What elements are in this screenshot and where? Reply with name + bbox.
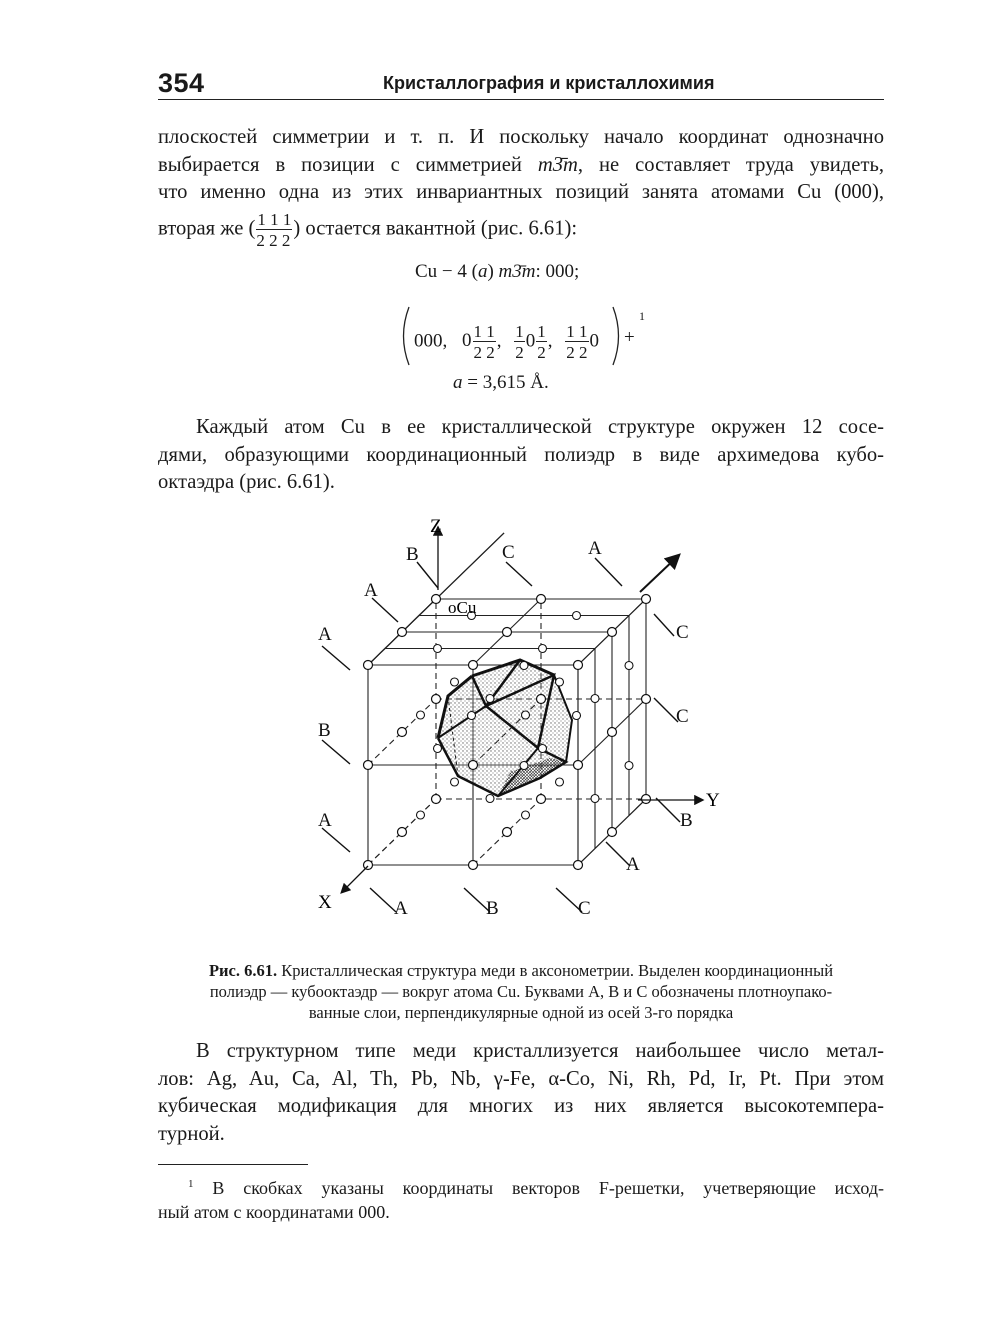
layer-tick bbox=[656, 798, 680, 822]
text-line: Каждый атом Cu в ее кристаллической структуре окружен 12 сосе- bbox=[196, 416, 884, 438]
atom bbox=[537, 695, 546, 704]
running-title: Кристаллография и кристаллохимия bbox=[383, 73, 715, 93]
header-rule bbox=[158, 99, 884, 100]
atom bbox=[451, 778, 459, 786]
footnote: $^1$ В скобках указаны координаты векторов F-решетки, учетверяющие исход- ный атом с координатами 000. bbox=[158, 1178, 884, 1222]
atom bbox=[364, 761, 373, 770]
caption-label: Рис. 6.61. bbox=[208, 961, 278, 980]
atom bbox=[417, 811, 425, 819]
atom bbox=[398, 828, 407, 837]
axis-x-label: X bbox=[318, 892, 332, 913]
layer-label: C bbox=[502, 542, 515, 563]
layer-label: C bbox=[676, 706, 689, 727]
atom bbox=[417, 711, 425, 719]
text-line: лов: Ag, Au, Ca, Al, Th, Pb, Nb, γ-Fe, α-Co, Ni, Rh, Pd, Ir, Pt. При этом bbox=[158, 1067, 884, 1090]
layer-label: A bbox=[318, 624, 332, 645]
atom bbox=[486, 695, 494, 703]
atom bbox=[520, 762, 528, 770]
atom bbox=[642, 795, 651, 804]
paragraph-3 bbox=[158, 1038, 884, 1148]
layer-tick bbox=[322, 740, 350, 764]
page-number: 354 bbox=[158, 68, 205, 98]
axis-y-label: Y bbox=[706, 790, 720, 811]
layer-label: A bbox=[626, 854, 640, 875]
layer-tick bbox=[417, 562, 438, 588]
layer-tick bbox=[372, 598, 398, 622]
layer-label: B bbox=[318, 720, 331, 741]
atom bbox=[574, 661, 583, 670]
layer-tick bbox=[322, 646, 350, 670]
atom bbox=[522, 811, 530, 819]
atom bbox=[486, 795, 494, 803]
layer-tick bbox=[370, 888, 396, 912]
text-line: кубическая модификация для многих из них является высокотемпера- bbox=[158, 1095, 884, 1117]
atom bbox=[364, 861, 373, 870]
atom bbox=[591, 795, 599, 803]
text-line: октаэдра (рис. 6.61). bbox=[158, 471, 335, 493]
layer-label: A bbox=[318, 810, 332, 831]
layer-label: B bbox=[406, 544, 419, 565]
paragraph-1 bbox=[158, 124, 884, 249]
atom bbox=[398, 728, 407, 737]
text-line: вторая же ( $\frac{1 1 1}{2 2 2}$ ) остается вакантной (рис. 6.61): bbox=[158, 209, 578, 250]
layer-tick bbox=[654, 698, 678, 722]
footnote-rule bbox=[158, 1164, 308, 1165]
layer-label: B bbox=[680, 810, 693, 831]
atom bbox=[503, 828, 512, 837]
layer-tick bbox=[506, 562, 532, 586]
atom bbox=[522, 711, 530, 719]
atom bbox=[503, 628, 512, 637]
text-line: дями, образующими координационный полиэдр в виде архимедова кубо- bbox=[158, 443, 884, 466]
atom bbox=[469, 661, 478, 670]
paragraph-2 bbox=[158, 414, 884, 497]
atom bbox=[574, 761, 583, 770]
atom-label: oCu bbox=[448, 598, 477, 617]
footnote-mark: 1 bbox=[639, 309, 645, 323]
symmetry-symbol: m3̄m bbox=[498, 261, 536, 282]
atom bbox=[539, 645, 547, 653]
layer-tick bbox=[654, 614, 674, 636]
text-line: выбирается в позиции с симметрией m3̄m, не составляет труда увидеть, bbox=[158, 153, 884, 176]
atom bbox=[642, 695, 651, 704]
atom bbox=[625, 762, 633, 770]
layer-tick bbox=[322, 828, 350, 852]
atom bbox=[469, 861, 478, 870]
formula-line-1: Cu − 4 (a) m3̄m: 000; bbox=[415, 261, 580, 282]
lattice-constant: a = 3,615 Å. bbox=[453, 372, 549, 393]
figure-caption: Рис. 6.61. Кристаллическая структура меди в аксонометрии. Выделен координационный полиэдр — кубооктаэдр — вокруг атома Cu. Буквами A, B и C обозначены плотноупако- ванные слои, перпендикулярные одной из осей 3-го порядка bbox=[208, 961, 834, 1022]
atom bbox=[573, 612, 581, 620]
atom bbox=[398, 628, 407, 637]
atom bbox=[520, 662, 528, 670]
text-line: В структурном типе меди кристаллизуется наибольшее число метал- bbox=[196, 1040, 884, 1062]
text-line: плоскостей симметрии и т. п. И поскольку начало координат однозначно bbox=[158, 126, 884, 148]
copper-structure-figure bbox=[310, 510, 720, 930]
atom bbox=[591, 695, 599, 703]
axis-z-label: Z bbox=[430, 516, 442, 537]
atom bbox=[434, 745, 442, 753]
atom bbox=[537, 795, 546, 804]
atom bbox=[432, 595, 441, 604]
atom bbox=[556, 678, 564, 686]
atom bbox=[451, 678, 459, 686]
text-line: турной. bbox=[158, 1122, 225, 1145]
atom bbox=[608, 728, 617, 737]
layer-label: B bbox=[486, 898, 499, 919]
atom bbox=[432, 695, 441, 704]
layer-label: A bbox=[364, 580, 378, 601]
atom bbox=[468, 712, 476, 720]
atom bbox=[434, 645, 442, 653]
text-line: что именно одна из этих инвариантных позиций занята атомами Cu (000), bbox=[158, 181, 884, 203]
atom bbox=[573, 712, 581, 720]
atom bbox=[556, 778, 564, 786]
left-paren bbox=[396, 305, 412, 367]
layer-label: C bbox=[578, 898, 591, 919]
atom bbox=[608, 628, 617, 637]
layer-label: A bbox=[588, 538, 602, 559]
atom bbox=[608, 828, 617, 837]
atom bbox=[364, 661, 373, 670]
fraction: $\frac{1 1 1}{2 2 2}$ bbox=[256, 209, 292, 250]
layer-tick bbox=[595, 558, 622, 586]
atom bbox=[469, 761, 478, 770]
symmetry-symbol: m3̄m bbox=[537, 153, 578, 176]
atom bbox=[625, 662, 633, 670]
atom bbox=[539, 745, 547, 753]
atom bbox=[574, 861, 583, 870]
layer-label: C bbox=[676, 622, 689, 643]
atom bbox=[537, 595, 546, 604]
layer-label: A bbox=[394, 898, 408, 919]
atom bbox=[642, 595, 651, 604]
atom bbox=[432, 795, 441, 804]
footnote-mark: 1 bbox=[188, 1178, 194, 1190]
